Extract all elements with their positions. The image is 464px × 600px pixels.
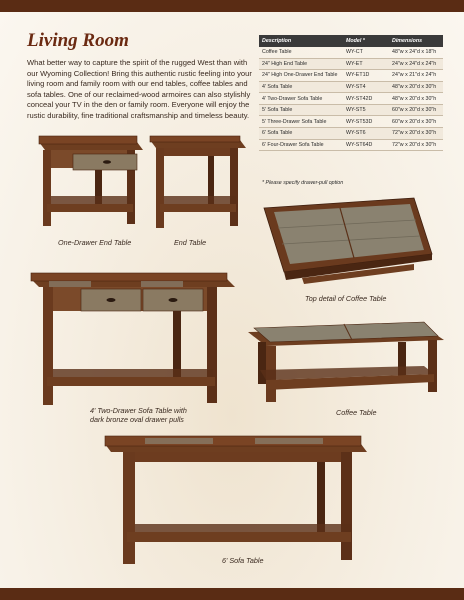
spec-cell-description: 4' Sofa Table bbox=[259, 81, 343, 93]
spec-cell-model: WY-ST4 bbox=[343, 81, 389, 93]
end-table-image bbox=[150, 136, 246, 230]
spec-cell-model: WY-ST64D bbox=[343, 139, 389, 151]
caption-four-foot-sofa-line2: dark bronze oval drawer pulls bbox=[90, 415, 184, 424]
intro-paragraph: What better way to capture the spirit of the rugged West than with our Wyoming Collection! Bring this authentic rustic feeling into your living room and family room with our end tables, coffee tables and sofa tables. One of our reclaimed-wood armoires can also stylishly conceal your TV in the den or family room. Everyone will enjoy the rustic durability, fine traditional craftsmanship and timeless beauty. bbox=[27, 58, 252, 120]
spec-cell-dimensions: 48"w x 20"d x 30"h bbox=[389, 81, 443, 93]
spec-cell-dimensions: 48"w x 20"d x 30"h bbox=[389, 93, 443, 105]
spec-cell-dimensions: 72"w x 20"d x 30"h bbox=[389, 128, 443, 140]
spec-cell-description: 6' Sofa Table bbox=[259, 128, 343, 140]
table-row bbox=[259, 58, 443, 70]
spec-cell-dimensions: 60"w x 20"d x 30"h bbox=[389, 104, 443, 116]
spec-cell-model: WY-ST5 bbox=[343, 104, 389, 116]
spec-cell-dimensions: 72"w x 20"d x 30"h bbox=[389, 139, 443, 151]
spec-cell-description: 24" High End Table bbox=[259, 58, 343, 70]
caption-coffee-table: Coffee Table bbox=[336, 408, 377, 417]
table-row bbox=[259, 104, 443, 116]
spec-cell-dimensions: 48"w x 24"d x 18"h bbox=[389, 47, 443, 58]
top-border-bar bbox=[0, 0, 464, 12]
spec-cell-description: 5' Sofa Table bbox=[259, 104, 343, 116]
spec-cell-model: WY-ET bbox=[343, 58, 389, 70]
spec-cell-dimensions: 24"w x 24"d x 24"h bbox=[389, 58, 443, 70]
caption-coffee-top-detail: Top detail of Coffee Table bbox=[305, 294, 387, 303]
table-row bbox=[259, 81, 443, 93]
table-row bbox=[259, 128, 443, 140]
bottom-border-bar bbox=[0, 588, 464, 600]
spec-cell-model: WY-ST6 bbox=[343, 128, 389, 140]
caption-four-foot-sofa-line1: 4' Two-Drawer Sofa Table with bbox=[90, 406, 187, 415]
spec-table-note: * Please specify drawer-pull option bbox=[262, 180, 344, 186]
one-drawer-end-table-image bbox=[35, 134, 145, 230]
spec-cell-dimensions: 24"w x 21"d x 24"h bbox=[389, 70, 443, 82]
spec-cell-model: WY-CT bbox=[343, 47, 389, 58]
spec-cell-description: 6' Four-Drawer Sofa Table bbox=[259, 139, 343, 151]
caption-four-foot-sofa-table bbox=[90, 406, 187, 424]
spec-cell-description: Coffee Table bbox=[259, 47, 343, 58]
table-row bbox=[259, 93, 443, 105]
page-title: Living Room bbox=[27, 30, 129, 51]
spec-header-model: Model * bbox=[343, 35, 389, 47]
six-foot-sofa-table-image bbox=[105, 436, 367, 566]
spec-header-description: Description bbox=[259, 35, 343, 47]
table-row bbox=[259, 47, 443, 58]
caption-end-table: End Table bbox=[174, 238, 207, 247]
coffee-table-image bbox=[248, 318, 444, 404]
caption-six-foot-sofa-table: 6' Sofa Table bbox=[222, 556, 264, 565]
spec-header-dimensions: Dimensions bbox=[389, 35, 443, 47]
caption-one-drawer-end-table: One-Drawer End Table bbox=[58, 238, 132, 247]
four-foot-two-drawer-sofa-table-image bbox=[31, 273, 235, 407]
spec-table-header-row bbox=[259, 35, 443, 47]
spec-cell-model: WY-ET1D bbox=[343, 70, 389, 82]
spec-cell-description: 4' Two-Drawer Sofa Table bbox=[259, 93, 343, 105]
table-row bbox=[259, 116, 443, 128]
spec-table bbox=[259, 35, 443, 151]
spec-cell-model: WY-ST42D bbox=[343, 93, 389, 105]
spec-cell-description: 5' Three-Drawer Sofa Table bbox=[259, 116, 343, 128]
table-row bbox=[259, 139, 443, 151]
spec-cell-dimensions: 60"w x 20"d x 30"h bbox=[389, 116, 443, 128]
table-row bbox=[259, 70, 443, 82]
spec-cell-description: 24" High One-Drawer End Table bbox=[259, 70, 343, 82]
spec-cell-model: WY-ST53D bbox=[343, 116, 389, 128]
coffee-table-top-detail-image bbox=[264, 198, 432, 286]
